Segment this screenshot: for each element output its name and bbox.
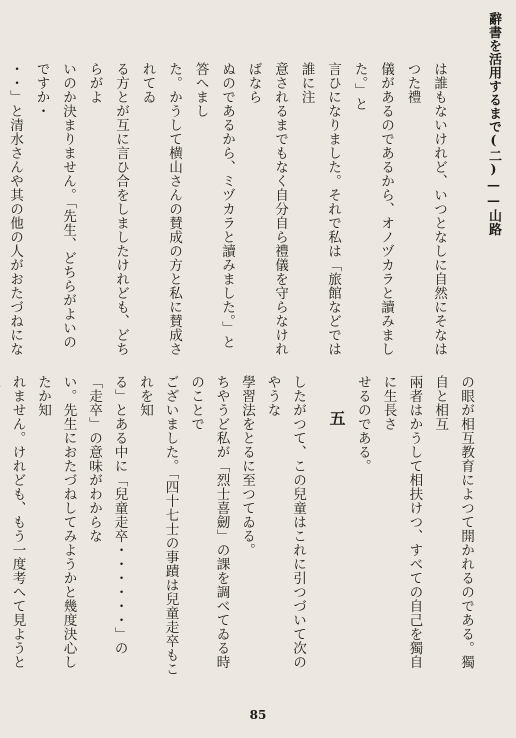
text-line: ございました。「四十七士の事蹟は兒童走卒もこれを知 xyxy=(137,375,179,677)
upper-body-text xyxy=(0,62,452,357)
text-line: 言ひになりました。それで私は「旅館などでは誰に注 xyxy=(298,62,341,356)
text-line: 兩者はかうして相扶けつ、すべての自己を獨自に生長さ xyxy=(380,375,423,669)
text-line: れません。けれども、もう一度考へて見ようと xyxy=(9,375,26,669)
text-line: る」とある中に「兒童走卒・・・・・・」の「走卒」の意味がわからな xyxy=(86,375,128,655)
text-line: ちやうど私が「烈士喜劒」の課を調べてゐる時のことで xyxy=(188,375,230,669)
text-line: の眼が相互教育によつて開かれるのである。獨自と相互 xyxy=(432,375,474,669)
text-line: いのか決まりません。「先生、どちらがよいのですか・ xyxy=(33,62,76,350)
page-number: 85 xyxy=(249,708,267,722)
text-line: は誰もないけれど、いつとなしに自然にそなはつた禮 xyxy=(404,62,447,356)
text-line: た。かうして横山さんの賛成の方と私に賛成されてゐ xyxy=(139,62,182,356)
running-header: 辭書を活用するまで(二)——山路 xyxy=(486,12,501,236)
text-line: 學習法をとるに至つてゐる。 xyxy=(239,375,255,557)
text-line: い。先生におたづねしてみようかと幾度決心したか知 xyxy=(35,375,77,669)
text-line: 儀があるのであるから、オノヅカラと讀みました。」と xyxy=(351,62,394,356)
text-line: ・・」と清水さんや其の他の人がおたづねにな xyxy=(7,62,23,356)
text-line: したがつて、この兒童はこれに引つづいて次のやうな xyxy=(264,375,306,669)
section-number: 五 xyxy=(327,410,346,426)
text-line: せるのである。 xyxy=(354,375,371,473)
lower-right-body-text xyxy=(349,375,478,680)
text-line: 意されるまでもなく自分自ら禮儀を守らなければなら xyxy=(245,62,288,356)
lower-left-body-text xyxy=(0,375,310,680)
text-line: る方とが互に言ひ合をしましたけれども、どちらがよ xyxy=(86,62,129,356)
text-line: ぬのであるから、ミヅカラと讀みました。」と答へまし xyxy=(192,62,235,350)
